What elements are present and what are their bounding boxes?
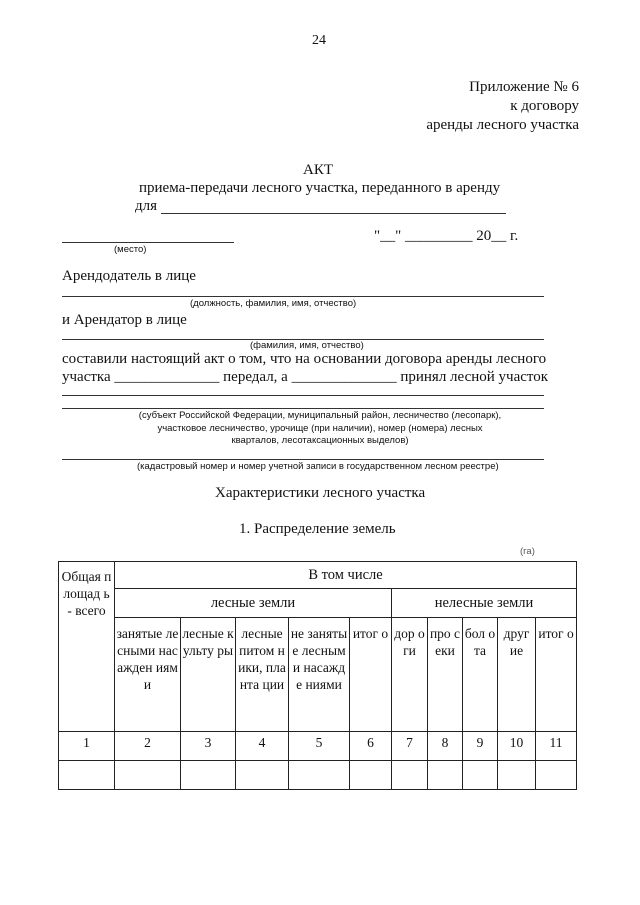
body-line2: участка ______________ передал, а ______________ принял лесной участок: [62, 369, 549, 385]
appendix-line2: к договору: [510, 98, 579, 114]
lessee-label: и Арендатор в лице: [62, 312, 187, 328]
table-cell: [536, 761, 577, 790]
col-forest-crops: лесные культу ры: [181, 618, 236, 732]
table-header-row2: [59, 589, 577, 618]
body-line1: составили настоящий акт о том, что на основании договора аренды лесного: [62, 351, 547, 367]
table-cell: [115, 761, 181, 790]
place-caption: (место): [114, 244, 147, 255]
col-swamps: бол ота: [463, 618, 498, 732]
col-number: 1: [59, 732, 115, 761]
act-subtitle: приема-передачи лесного участка, переданного в аренду: [139, 180, 501, 196]
appendix-line1: Приложение № 6: [469, 79, 579, 95]
lessor-caption: (должность, фамилия, имя, отчество): [190, 298, 357, 309]
table-cell: [289, 761, 350, 790]
location-caption-line3: кварталов, лесотаксационных выделов): [231, 435, 409, 446]
location-caption: [62, 410, 578, 448]
unit-label: (га): [520, 546, 535, 557]
col-number: 9: [463, 732, 498, 761]
col-nurseries: лесные питом ники, планта ции: [236, 618, 289, 732]
characteristics-title: Характеристики лесного участка: [215, 485, 426, 501]
act-purpose-label: для: [135, 198, 158, 214]
col-unstocked: не занятые лесным и насажде ниями: [289, 618, 350, 732]
section-title: 1. Распределение земель: [239, 521, 396, 537]
lessor-label: Арендодатель в лице: [62, 268, 196, 284]
location-line1: [62, 395, 544, 396]
col-forest-total: итог о: [350, 618, 392, 732]
location-caption-line1: (субъект Российской Федерации, муниципальный район, лесничество (лесопарк),: [138, 410, 502, 421]
table-cell: [428, 761, 463, 790]
table-empty-row: [59, 761, 577, 790]
page-number: 24: [312, 33, 326, 48]
table-number-row: [59, 732, 577, 761]
col-number: 11: [536, 732, 577, 761]
purpose-line: [161, 213, 506, 214]
cadastral-line: [62, 459, 544, 460]
land-distribution-table: [58, 561, 577, 790]
lessee-caption: (фамилия, имя, отчество): [250, 340, 364, 351]
col-roads: дор оги: [392, 618, 428, 732]
col-number: 4: [236, 732, 289, 761]
cadastral-caption: (кадастровый номер и номер учетной записи в государственном лесном реестре): [137, 461, 499, 472]
location-caption-line2: участковое лесничество, урочище (при наличии), номер (номера) лесных: [157, 422, 483, 434]
date-field: "__" _________ 20__ г.: [374, 228, 519, 244]
total-area-header: Общая площад ь - всего: [59, 562, 115, 732]
appendix-block: [426, 78, 579, 135]
lessor-line: [62, 296, 544, 297]
table-header-row1: [59, 562, 577, 589]
table-cell: [463, 761, 498, 790]
table-cell: [59, 761, 115, 790]
table-cell: [498, 761, 536, 790]
appendix-line3: аренды лесного участка: [426, 117, 579, 133]
col-other: друг ие: [498, 618, 536, 732]
col-number: 7: [392, 732, 428, 761]
col-number: 10: [498, 732, 536, 761]
col-number: 2: [115, 732, 181, 761]
table-cell: [392, 761, 428, 790]
col-clearings: про секи: [428, 618, 463, 732]
table-cell: [236, 761, 289, 790]
nonforest-lands-header: нелесные земли: [392, 589, 577, 618]
col-number: 6: [350, 732, 392, 761]
act-title: АКТ: [303, 162, 333, 178]
col-number: 3: [181, 732, 236, 761]
col-number: 8: [428, 732, 463, 761]
place-line: [62, 242, 234, 243]
col-nonforest-total: итог о: [536, 618, 577, 732]
table-header-row3: [59, 618, 577, 732]
col-number: 5: [289, 732, 350, 761]
location-line2: [62, 408, 544, 409]
table-cell: [181, 761, 236, 790]
forest-lands-header: лесные земли: [115, 589, 392, 618]
including-header: В том числе: [115, 562, 577, 589]
table-cell: [350, 761, 392, 790]
col-forest-stands: занятые лесными насажден иями: [115, 618, 181, 732]
